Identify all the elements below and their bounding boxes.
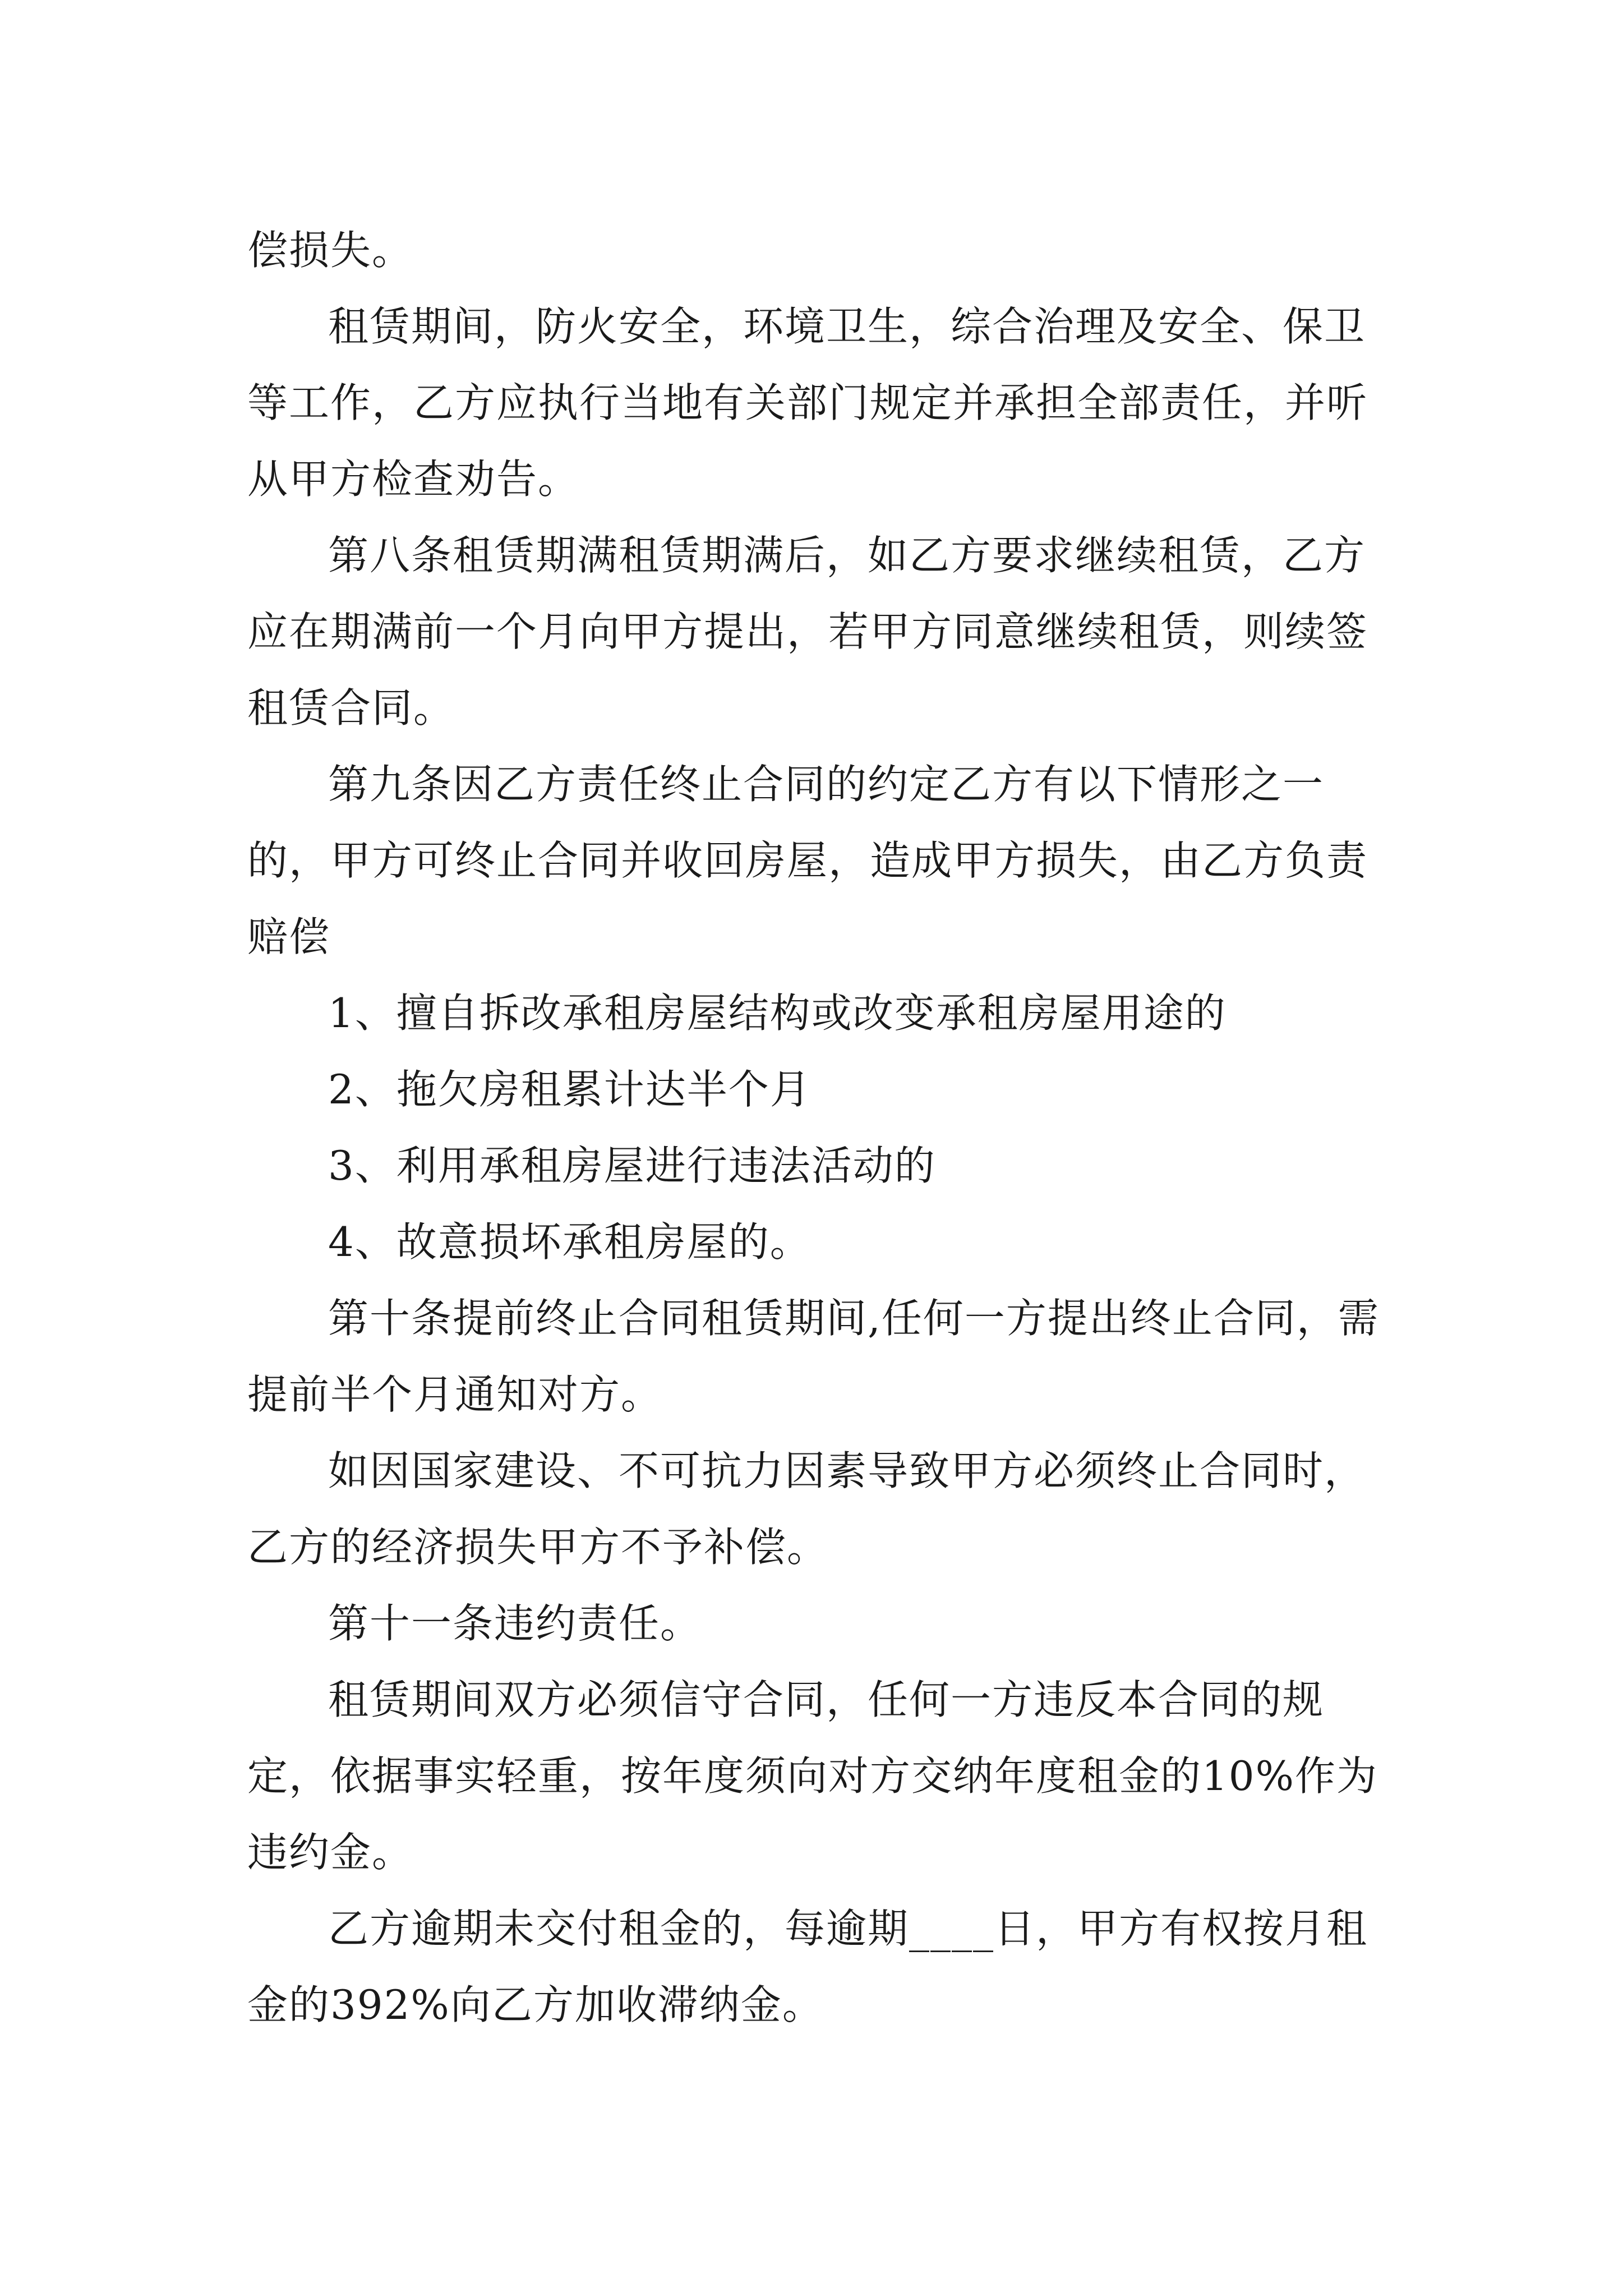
- list-item-4: 4、故意损坏承租房屋的。: [328, 1218, 811, 1266]
- paragraph-article-8: 第八条租赁期满租赁期满后，如乙方要求继续租赁，乙方应在期满前一个月向甲方提出，若甲方同意继续租赁，则续签租赁合同。: [247, 532, 1368, 731]
- paragraph-article-11: 第十一条违约责任。: [328, 1600, 702, 1647]
- list-item-2: 2、拖欠房租累计达半个月: [328, 1066, 811, 1113]
- list-item-3: 3、利用承租房屋进行违法活动的: [328, 1142, 936, 1189]
- paragraph-continuation: 偿损失。: [247, 227, 414, 274]
- paragraph-force-majeure: 如因国家建设、不可抗力因素导致甲方必须终止合同时，乙方的经济损失甲方不予补偿。: [247, 1447, 1366, 1571]
- paragraph-article-9: 第九条因乙方责任终止合同的约定乙方有以下情形之一的，甲方可终止合同并收回房屋，造成甲方损失，由乙方负责赔偿: [247, 761, 1368, 960]
- paragraph-article-10: 第十条提前终止合同租赁期间,任何一方提出终止合同，需提前半个月通知对方。: [247, 1295, 1380, 1418]
- list-item-1: 1、擅自拆改承租房屋结构或改变承租房屋用途的: [328, 990, 1227, 1037]
- paragraph-lease-safety: 租赁期间，防火安全，环境卫生，综合治理及安全、保卫等工作，乙方应执行当地有关部门规定并承担全部责任，并听从甲方检查劝告。: [247, 303, 1368, 503]
- document-body: [247, 212, 1391, 2043]
- paragraph-breach-penalty: 租赁期间双方必须信守合同，任何一方违反本合同的规定，依据事实轻重，按年度须向对方交纳年度租金的10%作为违约金。: [247, 1676, 1378, 1876]
- paragraph-late-fee: 乙方逾期未交付租金的，每逾期____日，甲方有权按月租金的392%向乙方加收滞纳金。: [247, 1905, 1368, 2028]
